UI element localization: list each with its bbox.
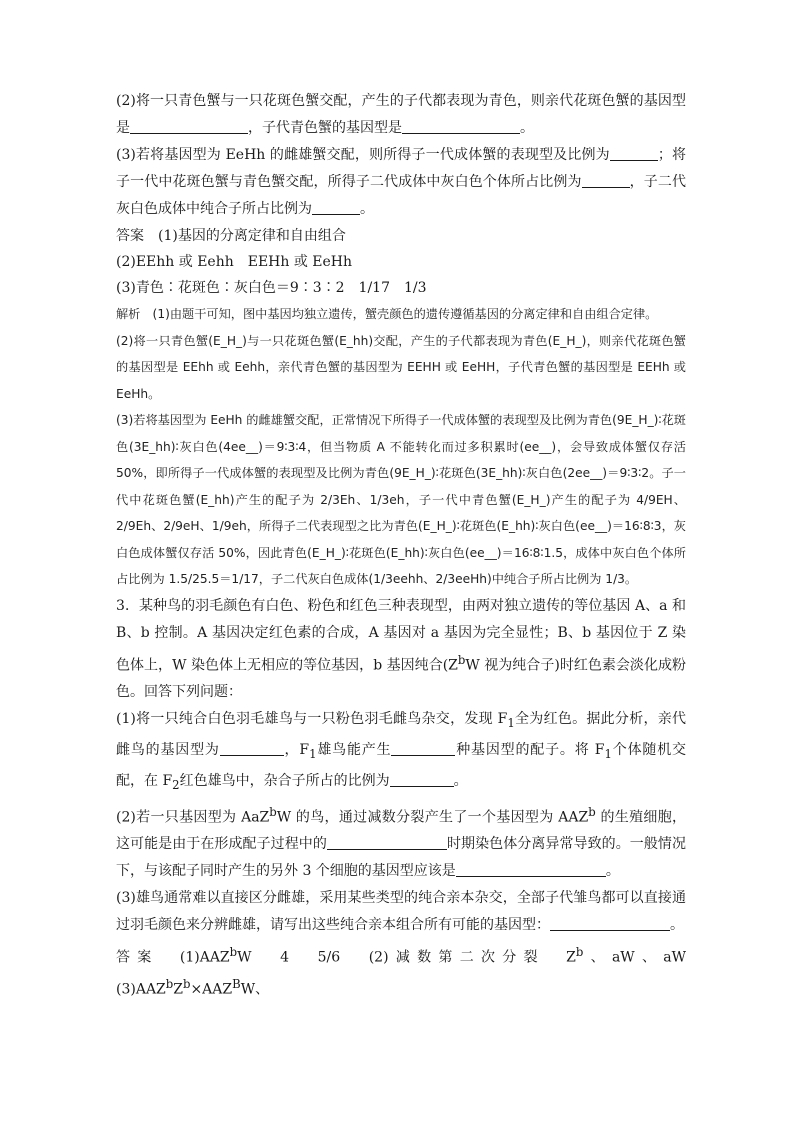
q1-text: 。 <box>453 772 468 789</box>
superscript: b <box>588 804 596 819</box>
problem-3-stem-text: 3．某种鸟的羽毛颜色有白色、粉色和红色三种表现型，由两对独立遗传的等位基因 A、a 和 B、b 控制。A 基因决定红色素的合成，A 基因对 a 基因为完全显性；B、b 基因位于 Z 染色体上，W 染色体上无相应的等位基因，b 基因纯合(Z <box>116 597 686 674</box>
q1-text: 雄鸟能产生 <box>316 741 392 758</box>
subscript: 2 <box>172 777 180 792</box>
answer-text: W、 <box>240 981 270 998</box>
answer-blank <box>220 741 284 756</box>
analysis-paragraph-3: (3)若将基因型为 EeHh 的雌雄蟹交配，正常情况下所得子一代成体蟹的表现型及比例为青色(9E_H_)∶花斑色(3E_hh)∶灰白色(4ee__)＝9∶3∶4，但当物质 A 不能转化而过多积累时(ee__)，会导致成体蟹仅存活 50%，即所得子一代成体蟹的表现型及比例为青色(9E_H_)∶花斑色(3E_hh)∶灰白色(2ee__)＝9∶3∶2。子一代中花斑色蟹(E_hh)产生的配子为 2/3Eh、1/3eh，子一代中青色蟹(E_H_)产生的配子为 4/9EH、2/9Eh、2/9eH、1/9eh，所得子二代表现型之比为青色(E_H_)∶花斑色(E_hh)∶灰白色(ee__)＝16∶8∶3，灰白色成体蟹仅存活 50%，因此青色(E_H_)∶花斑色(E_hh)∶灰白色(ee__)＝16∶8∶1.5，成体中灰白色个体所占比例为 1.5/25.5＝1/17，子二代灰白色成体(1/3eehh、2/3eeHh)中纯合子所占比例为 1/3。 <box>116 413 686 586</box>
answer-line-problem-3 <box>116 939 700 1002</box>
superscript: B <box>232 976 241 991</box>
q1-text: ，F <box>283 741 310 758</box>
problem-3-question-3 <box>116 885 686 939</box>
q1-text: (1)将一只纯合白色羽毛雄鸟与一只粉色羽毛雌鸟杂交，发现 F <box>116 711 508 728</box>
superscript: b <box>165 976 174 991</box>
answer-blank <box>391 741 455 756</box>
q2-text: W 的鸟，通过减数分裂产生了一个基因型为 AAZ <box>276 809 589 826</box>
question-3-text-b: ；将子一代中花斑色蟹与青色蟹交配，所得子二代成体中灰白色个体所占比例为 <box>116 147 687 190</box>
superscript: b <box>457 652 466 667</box>
subscript: 1 <box>604 746 612 761</box>
answer-blank <box>550 916 670 931</box>
answer-line-3: (3)青色∶花斑色∶灰白色＝9∶3∶2 1/17 1/3 <box>116 280 427 296</box>
question-2-text-a: (2)将一只青色蟹与一只花斑色蟹交配，产生的子代都表现为青色，则亲代花斑色蟹的基因型是 <box>116 93 686 136</box>
answer-text: W 4 5/6 (2)减数第二次分裂 Z <box>237 949 576 966</box>
answer-blank <box>402 119 520 134</box>
q1-text: 种基因型的配子。将 F <box>455 741 605 758</box>
answer-text: Z <box>173 981 183 998</box>
answer-blank <box>610 146 658 161</box>
q1-text: 红色雄鸟中，杂合子所占的比例为 <box>179 772 390 789</box>
question-3-text-d: 。 <box>360 201 374 217</box>
problem-3-question-2 <box>116 799 686 886</box>
q1-text: 个体随机交配，在 F <box>116 741 687 789</box>
q2-text: 时期染色体分离异常导致的。一般情况下，与该配子同时产生的另外 3 个细胞的基因型应该是 <box>116 836 686 880</box>
question-3-text-a: (3)若将基因型为 EeHh 的雌雄蟹交配，则所得子一代成体蟹的表现型及比例为 <box>116 147 610 163</box>
answer-blank <box>390 772 454 787</box>
q2-text: 的生殖细胞，这可能是由于在形成配子过程中的 <box>116 809 687 853</box>
q3-text: 。 <box>670 917 684 934</box>
answer-blank <box>327 835 447 850</box>
answer-text: 、aW、aW (3)AAZ <box>116 949 700 998</box>
question-3 <box>116 142 686 223</box>
answer-blank <box>582 173 630 188</box>
answer-text: ×AAZ <box>190 981 233 998</box>
superscript: b <box>182 976 191 991</box>
subscript: 1 <box>507 715 515 730</box>
question-2-text-b: ，子代青色蟹的基因型是 <box>248 120 402 136</box>
problem-3-question-1 <box>116 706 686 798</box>
analysis-paragraph-2: (2)将一只青色蟹(E_H_)与一只花斑色蟹(E_hh)交配，产生的子代都表现为青色(E_H_)，则亲代花斑色蟹的基因型是 EEhh 或 Eehh，亲代青色蟹的基因型为 EEHH 或 EeHH，子代青色蟹的基因型是 EEHh 或 EeHh。 <box>116 333 686 401</box>
answer-line-2: (2)EEhh 或 Eehh EEHh 或 EeHh <box>116 254 353 270</box>
question-3-text-c: ，子二代灰白色成体中纯合子所占比例为 <box>116 174 687 217</box>
q3-text: (3)雄鸟通常难以直接区分雌雄，采用某些类型的纯合亲本杂交，全部子代雏鸟都可以直接通过羽毛颜色来分辨雌雄，请写出这些纯合亲本组合所有可能的基因型： <box>116 890 686 934</box>
superscript: b <box>229 945 238 960</box>
answer-line-1: 答案 (1)基因的分离定律和自由组合 <box>116 228 346 244</box>
question-2 <box>116 88 686 142</box>
q2-text: (2)若一只基因型为 AaZ <box>116 809 270 826</box>
answer-blank <box>312 200 360 215</box>
answer-text: 答案 (1)AAZ <box>116 949 230 966</box>
superscript: b <box>575 945 584 960</box>
problem-3-stem <box>116 593 686 707</box>
superscript: b <box>269 804 277 819</box>
answer-blank <box>456 862 606 877</box>
subscript: 1 <box>309 746 317 761</box>
analysis-paragraph-1: 解析 (1)由题干可知，图中基因均独立遗传，蟹壳颜色的遗传遵循基因的分离定律和自由组合定律。 <box>116 307 658 321</box>
q1-text: 全为红色。据此分析，亲代雌鸟的基因型为 <box>116 711 687 758</box>
q2-text: 。 <box>605 863 620 880</box>
problem-3-stem-end: W 视为纯合子)时红色素会淡化成粉色。回答下列问题： <box>116 657 686 701</box>
question-2-text-c: 。 <box>520 120 534 136</box>
answer-blank <box>130 119 248 134</box>
